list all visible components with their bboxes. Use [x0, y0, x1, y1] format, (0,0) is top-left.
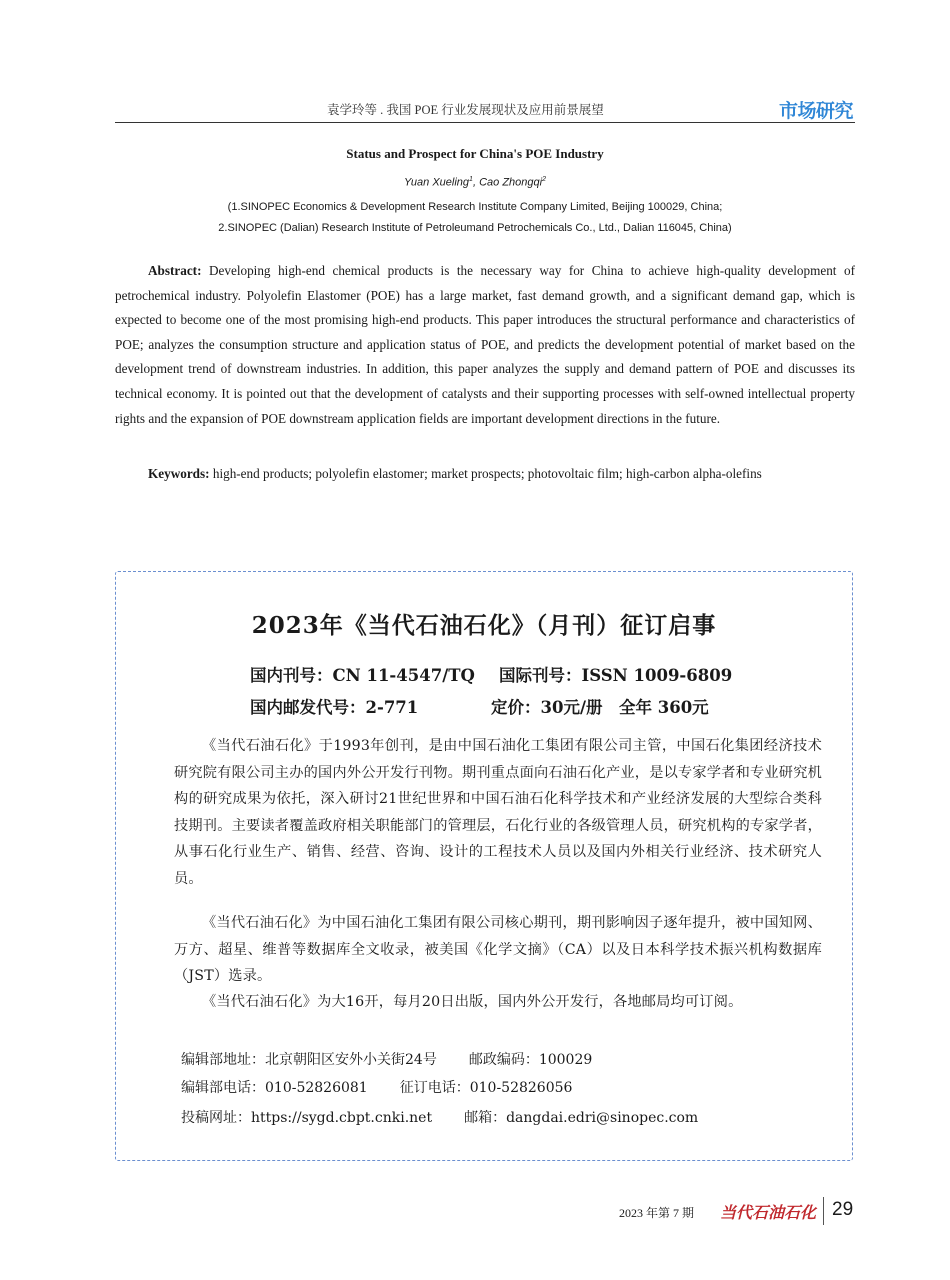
contact-row-phone	[181, 1077, 572, 1097]
postal-distribution-code: 国内邮发代号：2-771	[250, 698, 419, 717]
running-title: 袁学玲等 . 我国 POE 行业发展现状及应用前景展望	[327, 103, 604, 117]
email-address[interactable]: 邮箱：dangdai.edri@sinopec.com	[464, 1110, 699, 1126]
submission-url[interactable]: 投稿网址：https://sygd.cbpt.cnki.net	[181, 1110, 433, 1126]
author-separator: ,	[472, 176, 480, 189]
journal-logo: 当代石油石化	[720, 1203, 817, 1222]
author-1-affiliation-mark: 1	[469, 176, 473, 183]
author-2-affiliation-mark: 2	[542, 176, 546, 183]
subscription-phone: 征订电话：010-52826056	[399, 1080, 573, 1096]
notice-title: 2023年《当代石油石化》（月刊）征订启事	[251, 612, 717, 639]
article-title: Status and Prospect for China's POE Industry	[346, 146, 604, 161]
abstract-label: Abstract:	[148, 263, 202, 278]
authors	[0, 176, 950, 189]
page-header	[115, 96, 855, 123]
contact-row-address	[181, 1049, 592, 1069]
subscription-notice-box	[115, 571, 853, 1161]
notice-paragraph-2: 《当代石油石化》为中国石油化工集团有限公司核心期刊，期刊影响因子逐年提升，被中国知网、万方、超星、维普等数据库全文收录，被美国《化学文摘》（CA）以及日本科学技术振兴机构数据库（JST）选录。	[174, 915, 822, 984]
contact-row-online	[181, 1107, 698, 1127]
author-2: Cao Zhongqi	[479, 176, 543, 189]
issue-label: 2023 年第 7 期	[619, 1206, 695, 1220]
price-info: 定价：30元/册 全年 360元	[491, 698, 709, 717]
keywords-text: high-end products; polyolefin elastomer; market prospects; photovoltaic film; high-carbon alpha-olefins	[209, 466, 762, 481]
notice-paragraph-3: 《当代石油石化》为大16开，每月20日出版，国内外公开发行，各地邮局均可订阅。	[202, 994, 743, 1010]
abstract	[115, 259, 855, 431]
notice-paragraph-1: 《当代石油石化》于1993年创刊，是由中国石油化工集团有限公司主管，中国石化集团经济技术研究院有限公司主办的国内外公开发行刊物。期刊重点面向石油石化产业，是以专家学者和专业研究机构的研究成果为依托，深入研讨21世纪世界和中国石油石化科学技术和产业经济发展的大型综合类科技期刊。主要读者覆盖政府相关职能部门的管理层，石化行业的各级管理人员，研究机构的专家学者，从事石化行业生产、销售、经营、咨询、设计的工程技术人员以及国内外相关行业经济、技术研究人员。	[174, 738, 822, 887]
domestic-serial-number: 国内刊号：CN 11-4547/TQ	[250, 666, 475, 685]
footer-divider	[823, 1197, 824, 1225]
international-serial-number: 国际刊号：ISSN 1009-6809	[499, 666, 733, 685]
page-number: 29	[832, 1199, 854, 1220]
editorial-address: 编辑部地址：北京朝阳区安外小关街24号	[181, 1052, 437, 1068]
editorial-phone: 编辑部电话：010-52826081	[181, 1080, 368, 1096]
keywords-label: Keywords:	[148, 466, 210, 481]
affiliation-2: 2.SINOPEC (Dalian) Research Institute of Petroleumand Petrochemicals Co., Ltd., Dalian 116045, China)	[218, 222, 732, 234]
author-1: Yuan Xueling	[404, 176, 470, 189]
abstract-text: Developing high-end chemical products is the necessary way for China to achieve high-quality development of petrochemical industry. Polyolefin Elastomer (POE) has a large market, fast demand growth, and a significant demand gap, which is expected to become one of the most promising high-end products. This paper introduces the structural performance and characteristics of POE; analyzes the consumption structure and application status of POE, and predicts the development potential of market based on the development trend of downstream industries. In addition, this paper analyzes the supply and demand pattern of POE and discusses its technical economy. It is pointed out that the development of catalysts and their supporting processes with self-owned intellectual property rights and the expansion of POE downstream application fields are important development directions in the future.	[115, 263, 855, 426]
keywords	[115, 462, 855, 487]
affiliation-1: (1.SINOPEC Economics & Development Research Institute Company Limited, Beijing 100029, China;	[227, 201, 723, 213]
section-tag: 市场研究	[778, 100, 853, 122]
postcode: 邮政编码：100029	[468, 1052, 593, 1068]
